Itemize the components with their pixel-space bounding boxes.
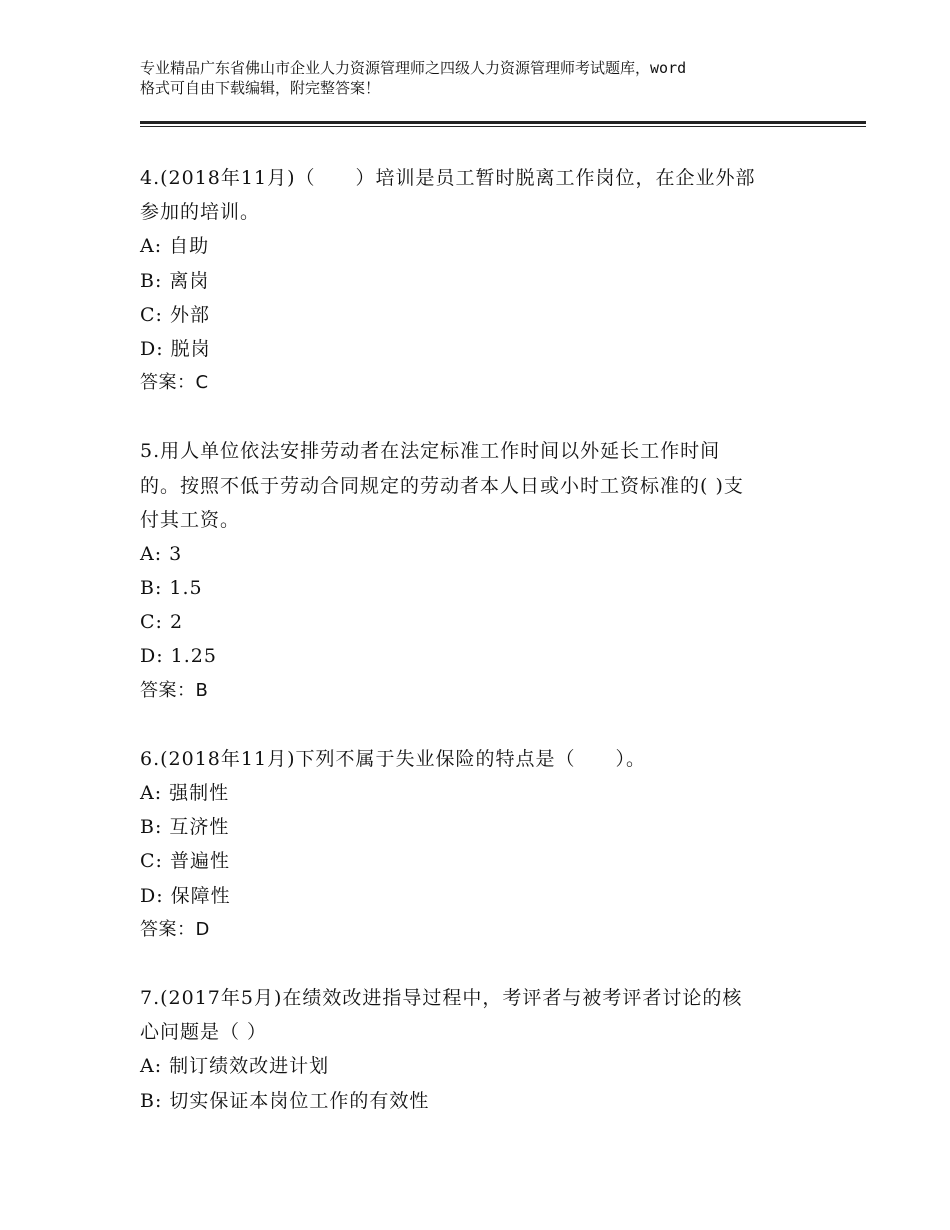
question-7 bbox=[140, 981, 840, 1118]
option-d: D: 保障性 bbox=[140, 884, 231, 907]
option-a: A: 强制性 bbox=[140, 782, 230, 804]
question-text: 6.(2018年11月)下列不属于失业保险的特点是（ ）。 bbox=[140, 747, 646, 770]
header-line-1: 专业精品广东省佛山市企业人力资源管理师之四级人力资源管理师考试题库，word bbox=[140, 59, 687, 77]
question-gap bbox=[140, 400, 840, 434]
option-a: A: 制订绩效改进计划 bbox=[140, 1055, 330, 1078]
question-text: 的。按照不低于劳动合同规定的劳动者本人日或小时工资标准的( )支 bbox=[140, 474, 744, 497]
question-4 bbox=[140, 161, 840, 400]
question-list bbox=[140, 161, 840, 1118]
option-d: D: 1.25 bbox=[140, 645, 217, 668]
option-d: D: 脱岗 bbox=[140, 337, 211, 360]
header-line-2: 格式可自由下载编辑，附完整答案！ bbox=[140, 79, 381, 97]
question-gap bbox=[140, 947, 840, 981]
question-text: 参加的培训。 bbox=[140, 201, 261, 224]
header-divider-thin bbox=[140, 126, 866, 127]
option-c: C: 外部 bbox=[140, 303, 210, 326]
option-b: B: 1.5 bbox=[140, 577, 203, 600]
answer-line: 答案：B bbox=[140, 679, 209, 701]
question-text: 7.(2017年5月)在绩效改进指导过程中，考评者与被考评者讨论的核 bbox=[140, 986, 743, 1009]
question-text: 付其工资。 bbox=[140, 508, 241, 531]
header-divider-thick bbox=[140, 121, 866, 124]
question-text: 心问题是（ ） bbox=[140, 1021, 268, 1044]
option-a: A: 3 bbox=[140, 542, 183, 565]
answer-line: 答案：C bbox=[140, 372, 209, 394]
option-a: A: 自助 bbox=[140, 235, 210, 258]
question-6 bbox=[140, 742, 840, 947]
document-header bbox=[140, 58, 840, 98]
option-b: B: 离岗 bbox=[140, 269, 210, 292]
question-text: 5.用人单位依法安排劳动者在法定标准工作时间以外延长工作时间 bbox=[140, 440, 721, 463]
option-b: B: 切实保证本岗位工作的有效性 bbox=[140, 1089, 430, 1112]
question-text: 4.(2018年11月)（ ）培训是员工暂时脱离工作岗位，在企业外部 bbox=[140, 167, 756, 189]
option-c: C: 普遍性 bbox=[140, 850, 230, 873]
question-gap bbox=[140, 708, 840, 742]
option-c: C: 2 bbox=[140, 611, 184, 634]
answer-line: 答案：D bbox=[140, 918, 210, 940]
question-5 bbox=[140, 434, 840, 708]
option-b: B: 互济性 bbox=[140, 816, 230, 839]
